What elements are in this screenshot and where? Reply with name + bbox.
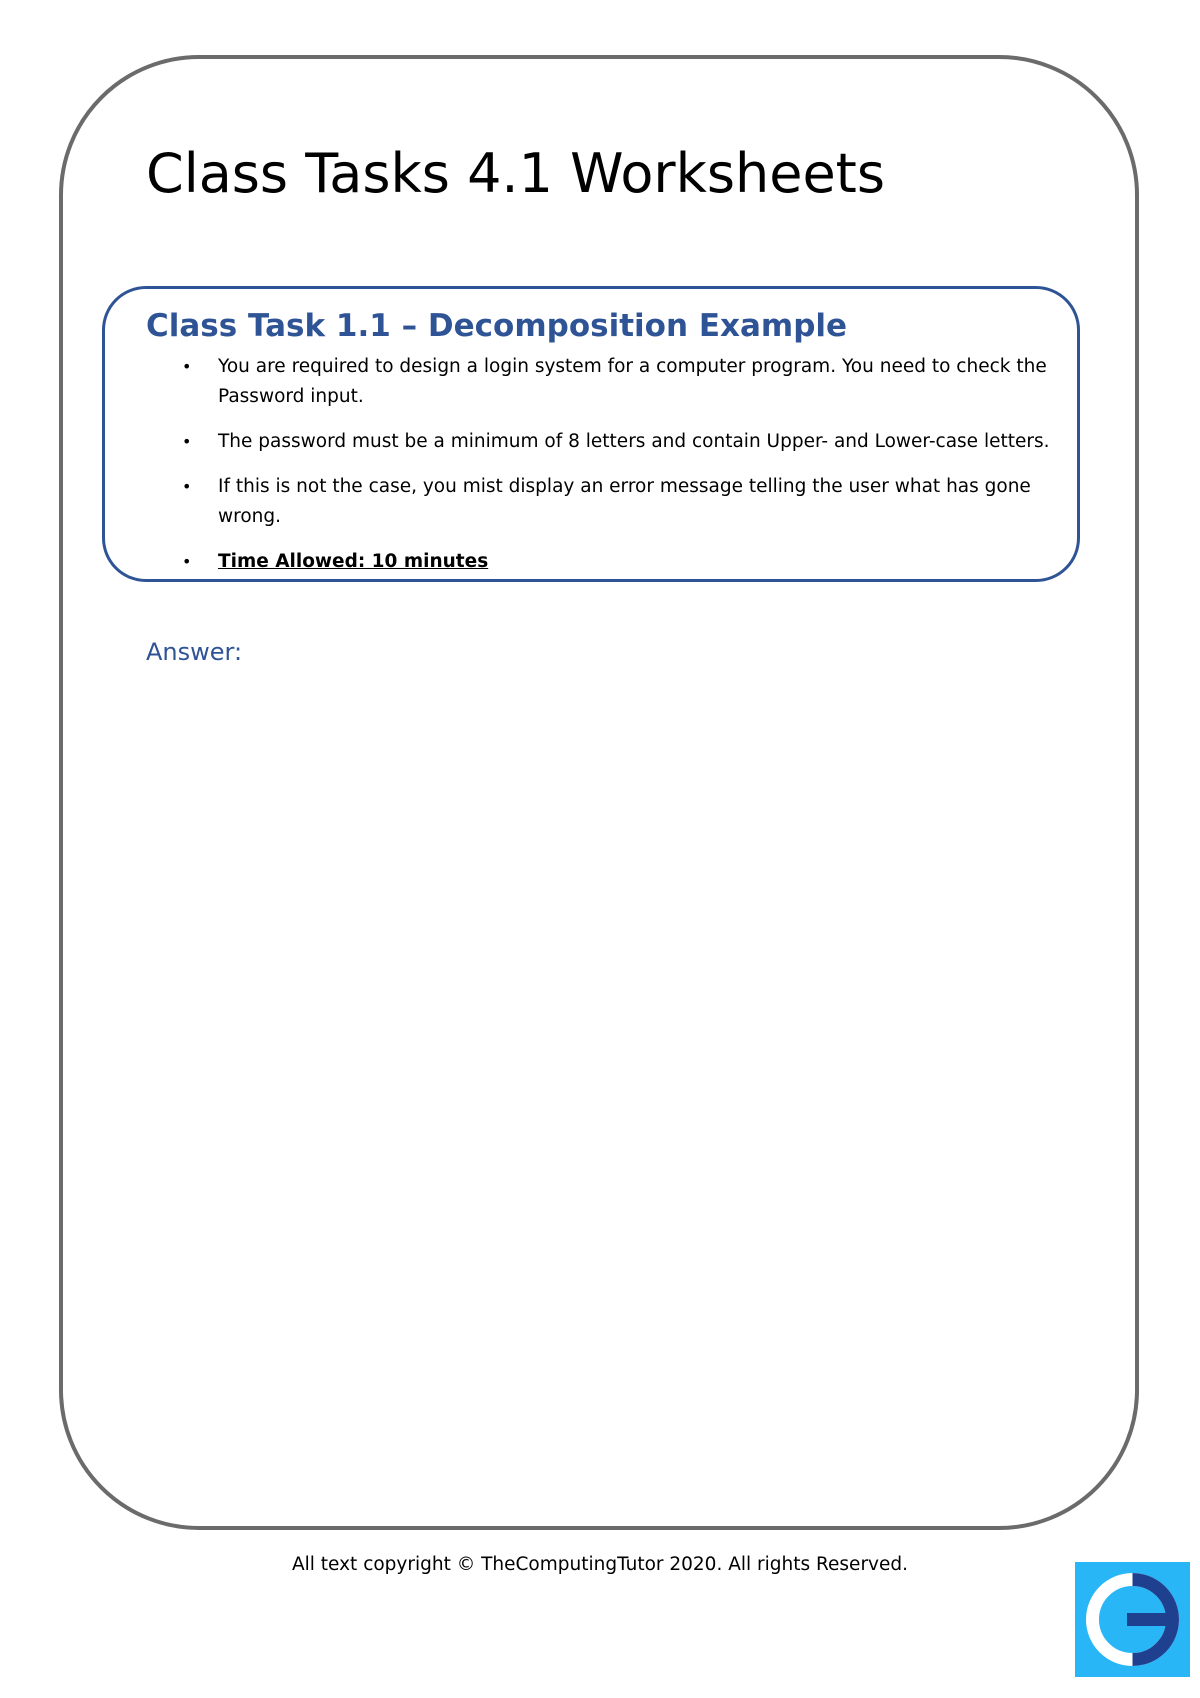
time-allowed-text: Time Allowed: 10 minutes xyxy=(218,551,489,572)
page-title: Class Tasks 4.1 Worksheets xyxy=(146,142,885,205)
footer-copyright: All text copyright © TheComputingTutor 2020. All rights Reserved. xyxy=(291,1554,909,1575)
task-item-text: The password must be a minimum of 8 letters and contain Upper- and Lower-case letters. xyxy=(218,431,1050,452)
list-item xyxy=(176,427,1056,457)
list-item xyxy=(176,352,1056,412)
worksheet-frame xyxy=(59,55,1139,1530)
answer-label: Answer: xyxy=(146,638,243,666)
bullet-icon: • xyxy=(182,432,192,451)
task-list xyxy=(176,352,1056,592)
the-computing-tutor-logo-icon xyxy=(1075,1562,1190,1677)
task-title: Class Task 1.1 – Decomposition Example xyxy=(146,308,848,344)
bullet-icon: • xyxy=(182,477,192,496)
list-item xyxy=(176,547,1056,577)
task-item-text: You are required to design a login system for a computer program. You need to check the Password input. xyxy=(218,356,1047,407)
list-item xyxy=(176,472,1056,532)
bullet-icon: • xyxy=(182,357,192,376)
task-item-text: If this is not the case, you mist display an error message telling the user what has gone wrong. xyxy=(218,476,1031,527)
bullet-icon: • xyxy=(182,552,192,571)
